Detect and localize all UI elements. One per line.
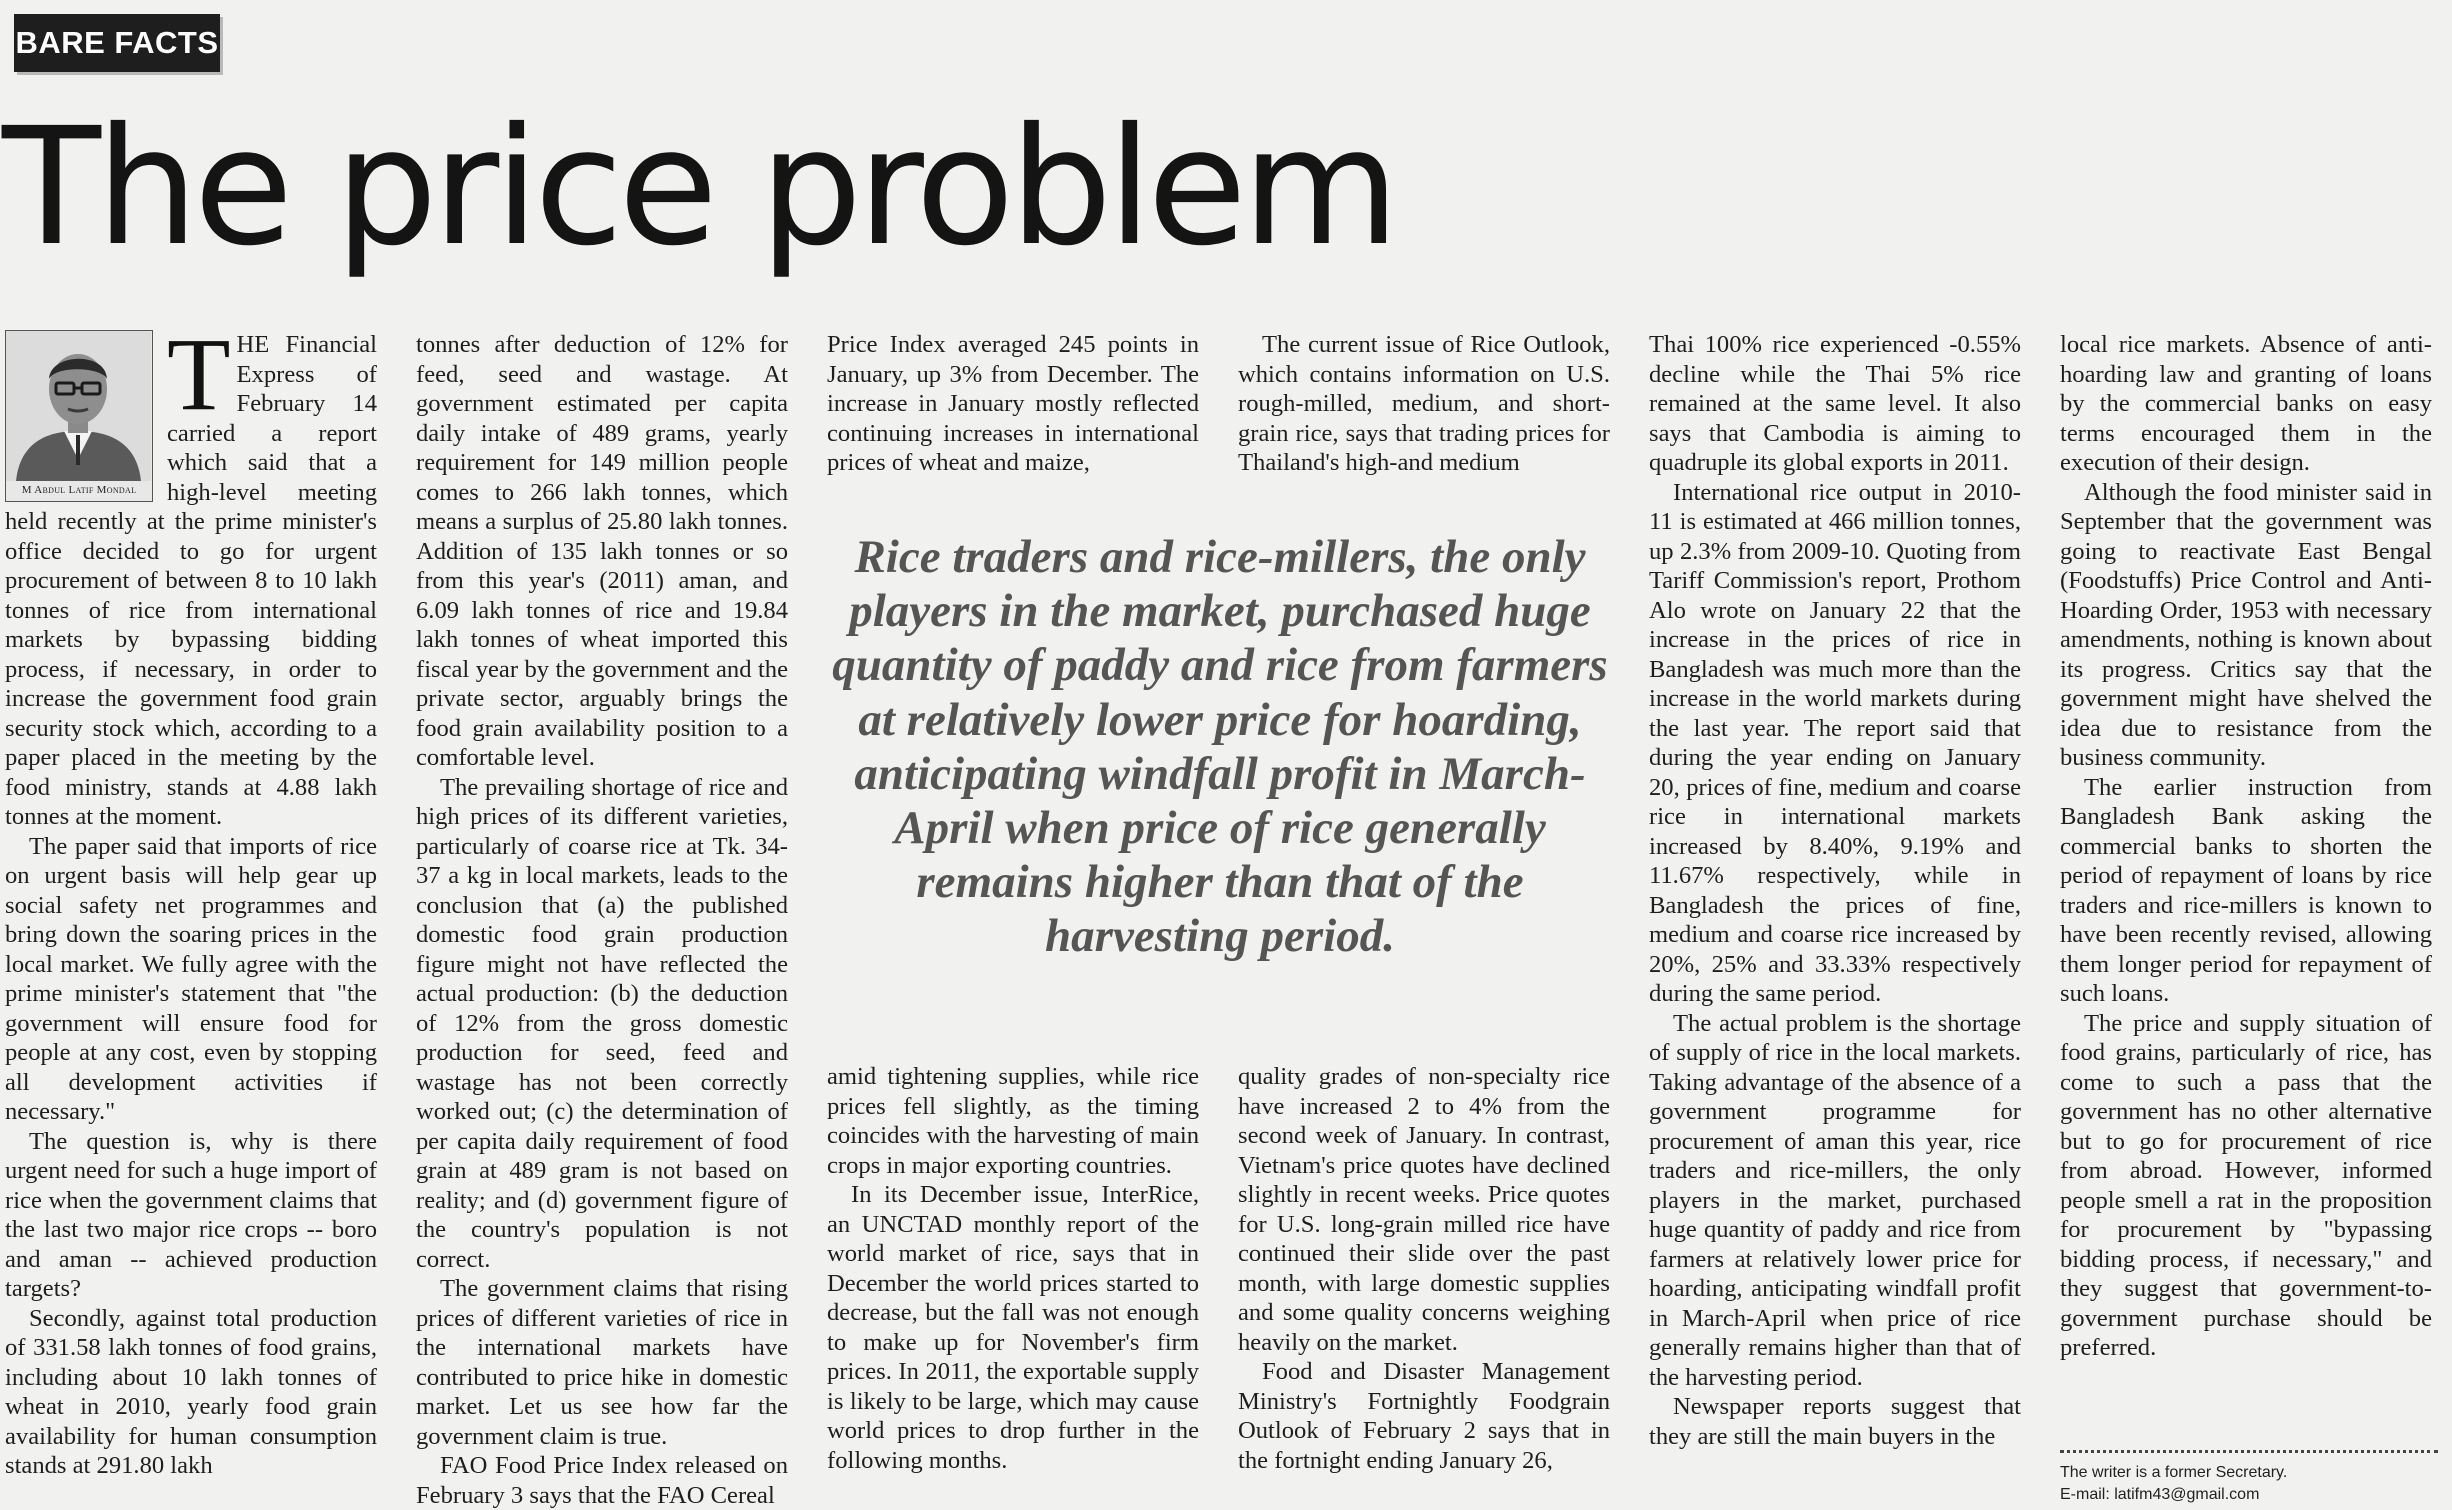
photo-credit: M Abdul Latif Mondal	[21, 484, 137, 496]
paragraph: local rice markets. Absence of anti-hoarding law and granting of loans by the commercial banks on easy terms encouraged them in the execution of their design.	[2060, 331, 2432, 476]
paragraph: Secondly, against total production of 331.58 lakh tonnes of food grains, including about 10 lakh tonnes of wheat in 2010, yearly food grain availability for human consumption stands at 291.80 lakh	[5, 1304, 377, 1479]
article-column-2	[416, 330, 788, 1510]
paragraph: Food and Disaster Management Ministry's Fortnightly Foodgrain Outlook of February 2 says that in the fortnight ending January 26,	[1238, 1358, 1610, 1474]
author-note	[2060, 1462, 2450, 1506]
author-email: E-mail: latifm43@gmail.com	[2060, 1486, 2260, 1503]
paragraph: HE Financial Express of February 14 carried a report which said that a high-level meeting held recently at the prime minister's office decided to go for urgent procurement of between 8 to 10 lakh tonnes of rice from international markets by bypassing bidding process, if necessary, in order to increase the government food grain security stock which, according to a paper placed in the meeting by the food ministry, stands at 4.88 lakh tonnes at the moment.	[5, 331, 377, 830]
pull-quote: Rice traders and rice-millers, the only players in the market, purchased huge quantity of paddy and rice from farmers at relatively lower price for hoarding, anticipating windfall profit in March-April when price of rice generally remains higher than that of the harvesting period.	[832, 531, 1608, 963]
footer-divider	[2060, 1450, 2438, 1453]
article-column-3-bottom	[827, 1062, 1199, 1475]
paragraph: The prevailing shortage of rice and high prices of its different varieties, particularly of coarse rice at Tk. 34-37 a kg in local markets, leads to the conclusion that (a) the published domestic food grain production figure might not have reflected the actual production: (b) the deduction of 12% from the gross domestic production for seed, feed and wastage has not been correctly worked out; (c) the determination of per capita daily requirement of food grain at 489 gram is not based on reality; and (d) government figure of the country's population is not correct.	[416, 773, 788, 1273]
paragraph: tonnes after deduction of 12% for feed, seed and wastage. At government estimated per capita daily intake of 489 grams, yearly requirement for 149 million people comes to 266 lakh tonnes, which means a surplus of 25.80 lakh tonnes. Addition of 135 lakh tonnes or so from this year's (2011) aman, and 6.09 lakh tonnes of rice and 19.84 lakh tonnes of wheat imported this fiscal year by the government and the private sector, arguably brings the food grain availability position to a comfortable level.	[416, 331, 788, 771]
paragraph: The actual problem is the shortage of supply of rice in the local markets. Taking advantage of the absence of a government programme for procurement of aman this year, rice traders and rice-millers, the only players in the market, purchased huge quantity of paddy and rice from farmers at relatively lower price for hoarding, anticipating windfall profit in March-April when price of rice generally remains higher than that of the harvesting period.	[1649, 1009, 2021, 1391]
paragraph: The question is, why is there urgent need for such a huge import of rice when the government claims that the last two major rice crops -- boro and aman -- achieved production targets?	[5, 1127, 377, 1302]
paragraph: Price Index averaged 245 points in January, up 3% from December. The increase in January mostly reflected continuing increases in international prices of wheat and maize,	[827, 331, 1199, 476]
paragraph: Newspaper reports suggest that they are still the main buyers in the	[1649, 1393, 2021, 1450]
paragraph: The paper said that imports of rice on urgent basis will help gear up social safety net programmes and bring down the soaring prices in the local market. We fully agree with the prime minister's statement that "the government will ensure food for people at any cost, even by stopping all development activities if necessary."	[5, 832, 377, 1125]
article-column-4-bottom	[1238, 1062, 1610, 1475]
article-column-3-top	[827, 330, 1199, 478]
author-bio: The writer is a former Secretary.	[2060, 1464, 2288, 1481]
paragraph: The price and supply situation of food grains, particularly of rice, has come to such a pass that the government has no other alternative but to go for procurement of rice from abroad. However, informed people smell a rat in the proposition for procurement by "bypassing bidding process, if necessary," and they suggest that government-to-government purchase should be preferred.	[2060, 1009, 2432, 1361]
headline: The price problem	[2, 94, 1395, 282]
paragraph: The government claims that rising prices of different varieties of rice in the international markets have contributed to price hike in domestic market. Let us see how far the government claim is true.	[416, 1275, 788, 1450]
paragraph: The earlier instruction from Bangladesh Bank asking the commercial banks to shorten the period of repayment of loans by rice traders and rice-millers is known to have been recently revised, allowing them longer period for repayment of such loans.	[2060, 773, 2432, 1007]
article-column-6	[2060, 330, 2432, 1363]
paragraph: FAO Food Price Index released on February 3 says that the FAO Cereal	[416, 1452, 788, 1509]
article-column-5	[1649, 330, 2021, 1451]
paragraph: The current issue of Rice Outlook, which contains information on U.S. rough-milled, medium, and short-grain rice, says that trading prices for Thailand's high-and medium	[1238, 331, 1610, 476]
paragraph: In its December issue, InterRice, an UNCTAD monthly report of the world market of rice, says that in December the world prices started to decrease, but the fall was not enough to make up for November's firm prices. In 2011, the exportable supply is likely to be large, which may cause world prices to drop further in the following months.	[827, 1181, 1199, 1474]
author-portrait-image	[6, 331, 151, 481]
paragraph: amid tightening supplies, while rice prices fell slightly, as the timing coincides with the harvesting of main crops in major exporting countries.	[827, 1063, 1199, 1179]
paragraph: Thai 100% rice experienced -0.55% decline while the Thai 5% rice remained at the same level. It also says that Cambodia is aiming to quadruple its global exports in 2011.	[1649, 331, 2021, 476]
paragraph: Although the food minister said in September that the government was going to reactivate East Bengal (Foodstuffs) Price Control and Anti-Hoarding Order, 1953 with necessary amendments, nothing is known about its progress. Critics say that the government might have shelved the idea due to resistance from the business community.	[2060, 478, 2432, 771]
paragraph: quality grades of non-specialty rice have increased 2 to 4% from the second week of January. In contrast, Vietnam's price quotes have declined slightly in recent weeks. Price quotes for U.S. long-grain milled rice have continued their slide over the past month, with large domestic supplies and some quality concerns weighing heavily on the market.	[1238, 1063, 1610, 1356]
section-tag: BARE FACTS	[14, 14, 220, 72]
author-photo	[5, 330, 153, 502]
paragraph: International rice output in 2010-11 is estimated at 466 million tonnes, up 2.3% from 2009-10. Quoting from Tariff Commission's report, Prothom Alo wrote on January 22 that the increase in the prices of rice in Bangladesh was much more than the increase in the world markets during the last year. The report said that during the year ending on January 20, prices of fine, medium and coarse rice in international markets increased by 8.40%, 9.19% and 11.67% respectively, while in Bangladesh the prices of fine, medium and coarse rice increased by 20%, 25% and 33.33% respectively during the same period.	[1649, 478, 2021, 1007]
drop-cap: T	[167, 317, 231, 432]
article-column-4-top	[1238, 330, 1610, 478]
article-column-1	[5, 317, 377, 1481]
